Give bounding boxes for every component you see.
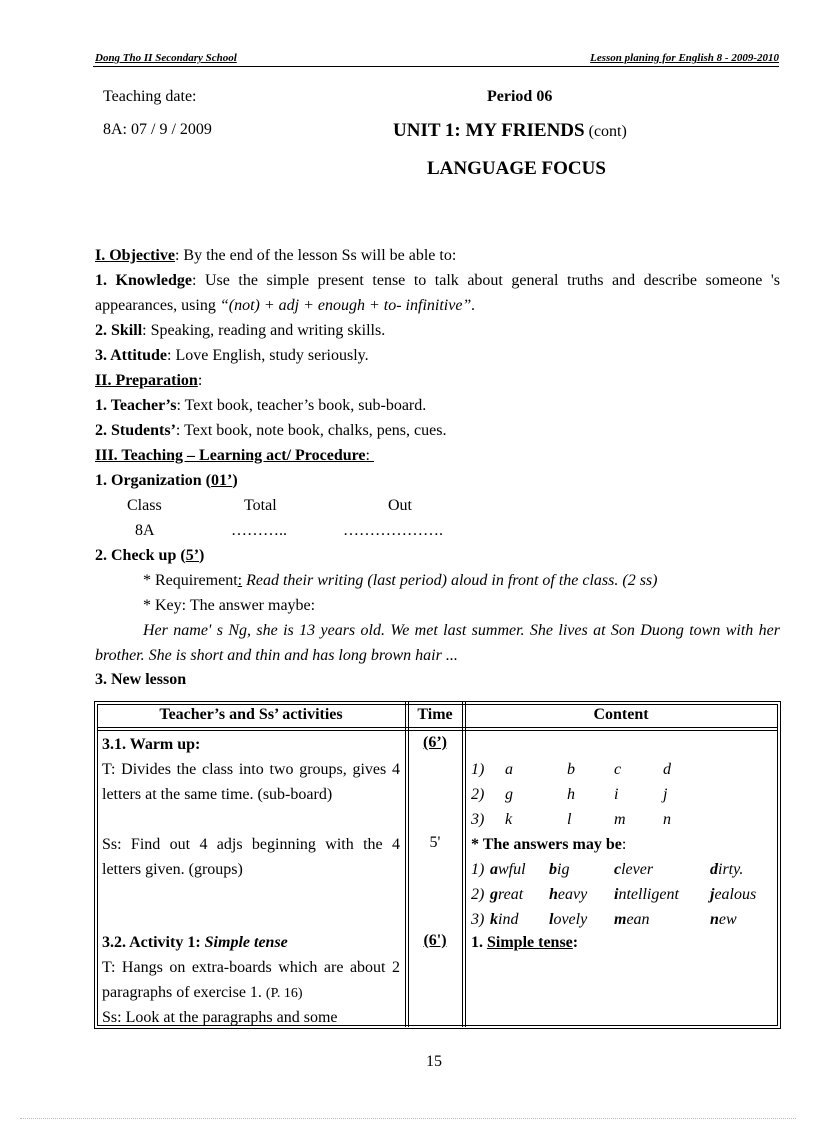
org-col-total: Total: [244, 497, 277, 514]
letter-item: b: [567, 761, 575, 778]
knowledge-label: 1. Knowledge: [95, 272, 192, 289]
simple-tense-colon: :: [572, 934, 579, 951]
letter-item: l: [567, 811, 572, 828]
answer-word: clever: [614, 861, 654, 878]
letter-item: m: [614, 811, 626, 828]
letter-row-number: 2): [471, 786, 485, 803]
letter-item: h: [567, 786, 575, 803]
teacher-label: 1. Teacher’s: [95, 397, 177, 414]
letter-item: n: [663, 811, 671, 828]
answer-row-number: 3): [471, 911, 485, 928]
letter-item: i: [614, 786, 619, 803]
students-label: 2. Students’: [95, 422, 176, 439]
org-row-class: 8A: [135, 522, 155, 539]
org-close: ): [232, 472, 238, 489]
table-header-rule: [97, 727, 778, 728]
th-activities: Teacher’s and Ss’ activities: [159, 706, 343, 723]
activity-students: Ss: Look at the paragraphs and some: [102, 1009, 338, 1026]
requirement-text: Read their writing (last period) aloud in front of the class. (2 ss): [246, 572, 658, 589]
header-school: Dong Tho II Secondary School: [95, 52, 237, 64]
org-row-out: ……………….: [343, 522, 443, 539]
letter-row-number: 1): [471, 761, 485, 778]
org-col-class: Class: [127, 497, 162, 514]
col-divider-1: [405, 702, 406, 1027]
class-date: 8A: 07 / 9 / 2009: [103, 121, 212, 138]
period: Period 06: [487, 88, 553, 105]
answer-word: kind: [490, 911, 519, 928]
answer-word: big: [549, 861, 570, 878]
page-bottom-border: [20, 1118, 796, 1119]
students-line: [95, 418, 446, 443]
letter-item: d: [663, 761, 671, 778]
requirement-label: * Requirement: [143, 572, 238, 589]
teacher-line: [95, 393, 426, 418]
attitude-label: 3. Attitude: [95, 347, 167, 364]
skill-text: : Speaking, reading and writing skills.: [142, 322, 386, 339]
answers-title-line: [471, 832, 626, 857]
skill-label: 2. Skill: [95, 322, 143, 339]
answer-word: lovely: [549, 911, 588, 928]
activity-title-text: 3.2. Activity 1:: [102, 934, 205, 951]
new-lesson: 3. New lesson: [95, 671, 187, 688]
answers-title: * The answers may be: [471, 836, 622, 853]
answers-colon: :: [621, 836, 627, 853]
table-header-rule-2: [97, 730, 778, 731]
knowledge-text: : Use the simple present tense to talk about general truths and describe someone 's appearances, using: [95, 272, 780, 314]
activity-teacher: [102, 955, 400, 1006]
objective-line: [95, 243, 456, 268]
col-divider-2b: [465, 702, 466, 1027]
teacher-text: : Text book, teacher’s book, sub-board.: [176, 397, 427, 414]
teaching-date-label: Teaching date:: [103, 88, 197, 105]
warmup-title: 3.1. Warm up:: [102, 736, 201, 753]
answer-word: dirty.: [710, 861, 744, 878]
letter-item: a: [505, 761, 513, 778]
simple-tense-num: 1.: [471, 934, 487, 951]
key-line: * Key: The answer maybe:: [143, 597, 316, 614]
preparation-heading: II. Preparation: [95, 372, 198, 389]
col-divider-2: [462, 702, 463, 1027]
simple-tense-line: [471, 930, 578, 955]
check-label: 2. Check up (: [95, 547, 186, 564]
preparation-colon: :: [197, 372, 203, 389]
answer-word: heavy: [549, 886, 588, 903]
activity-title: [102, 930, 288, 955]
unit-title: [393, 120, 627, 142]
answer-row-number: 1): [471, 861, 485, 878]
warmup-students: Ss: Find out 4 adjs beginning with the 4 letters given. (groups): [102, 836, 400, 878]
requirement-colon: :: [237, 572, 243, 589]
letter-item: j: [663, 786, 668, 803]
org-time: 01’: [211, 472, 233, 489]
objective-intro: : By the end of the lesson Ss will be able to:: [174, 247, 457, 264]
time-activity: (6'): [423, 932, 447, 949]
attitude-text: : Love English, study seriously.: [167, 347, 369, 364]
teaching-heading: III. Teaching – Learning act/ Procedure: [95, 447, 366, 464]
checkup-line: [95, 543, 204, 568]
th-time: Time: [417, 706, 453, 723]
unit-name: UNIT 1: MY FRIENDS: [393, 120, 585, 141]
answer-word: great: [490, 886, 524, 903]
teaching-colon: :: [365, 447, 370, 464]
letter-item: c: [614, 761, 622, 778]
teaching-line: [95, 443, 374, 468]
answer-word: intelligent: [614, 886, 679, 903]
answer-row-number: 2): [471, 886, 485, 903]
page-number: 15: [426, 1053, 442, 1070]
org-col-out: Out: [388, 497, 412, 514]
org-label: 1. Organization (: [95, 472, 211, 489]
knowledge-paragraph: [95, 268, 780, 318]
time-warmup: (6’): [423, 734, 447, 751]
requirement-line: [143, 568, 657, 593]
warmup-teacher: T: Divides the class into two groups, gives 4 letters at the same time. (sub-board): [102, 761, 400, 803]
objective-heading: I. Objective: [95, 247, 175, 264]
activity-teacher-ref: (P. 16): [265, 986, 303, 1001]
simple-tense-label: Simple tense: [487, 934, 573, 951]
letter-row-number: 3): [471, 811, 485, 828]
knowledge-formula: “(not) + adj + enough + to- infinitive”.: [219, 297, 476, 314]
letter-item: g: [505, 786, 513, 803]
time-find: 5': [429, 834, 441, 851]
check-time: 5’: [185, 547, 200, 564]
preparation-line: [95, 368, 202, 393]
letter-item: k: [505, 811, 513, 828]
section-title: LANGUAGE FOCUS: [427, 158, 606, 179]
activity-title-italic: Simple tense: [204, 934, 288, 951]
answer-word: jealous: [710, 886, 757, 903]
activity-teacher-text: T: Hangs on extra-boards which are about 2 paragraphs of exercise 1.: [102, 959, 400, 1001]
answer-word: mean: [614, 911, 650, 928]
answer-word: awful: [490, 861, 526, 878]
check-close: ): [199, 547, 205, 564]
header-plan: Lesson planing for English 8 - 2009-2010: [590, 52, 779, 64]
unit-suffix: (cont): [588, 123, 627, 140]
attitude-line: [95, 343, 369, 368]
organization-line: [95, 468, 238, 493]
th-content: Content: [593, 706, 649, 723]
header-divider: [93, 66, 779, 67]
skill-line: [95, 318, 385, 343]
org-row-total: ………..: [231, 522, 287, 539]
answer-word: new: [710, 911, 737, 928]
answer-paragraph: Her name' s Ng, she is 13 years old. We met last summer. She lives at Son Duong town with her brother. She is short and thin and has long brown hair ...: [95, 622, 780, 664]
students-text: : Text book, note book, chalks, pens, cues.: [175, 422, 447, 439]
